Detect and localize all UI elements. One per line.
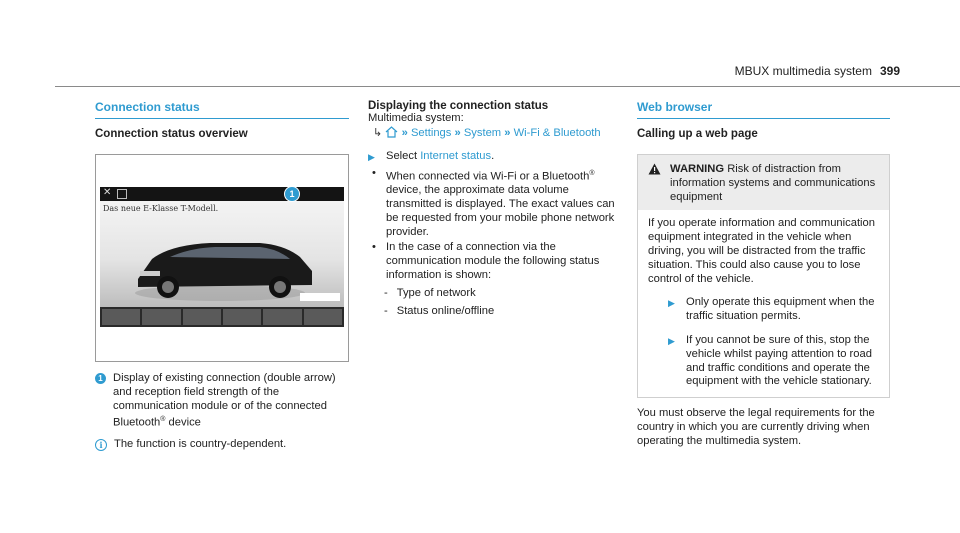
dash-item [384, 305, 620, 319]
close-icon: ✕ [103, 187, 112, 198]
legend-item-info [95, 438, 349, 453]
navigation-path [368, 126, 620, 142]
chevron-double-right-icon: » [454, 126, 461, 139]
bullet-text-after: device, the approximate data volume transmitted is displayed. The exact values can be requested from your mobile phone network provider. [386, 184, 615, 238]
warning-triangle-icon [648, 163, 662, 204]
dash-marker: - [384, 304, 388, 317]
running-head-title: MBUX multimedia system [734, 64, 872, 78]
subtitle-connection-overview: Connection status overview [95, 128, 248, 140]
registered-mark: ® [589, 169, 595, 177]
car-headline: Das neue E-Klasse T-Modell. [103, 204, 219, 213]
bullet-text: When connected via Wi-Fi or a Bluetooth [386, 170, 590, 183]
warning-label: WARNING [670, 163, 725, 175]
car-photo-background [100, 201, 344, 307]
thumbnail [304, 309, 342, 325]
legend-text: Display of existing connection (double arrow) and reception field strength of the communication module or of the connected Bluetooth [113, 372, 336, 430]
callout-number-badge: 1 [95, 373, 106, 384]
warning-text: If you operate information and communication equipment integrated in the vehicle when driving, you will be distracted from the traffic situation. This could also cause you to lose control of the vehicle. [648, 217, 875, 285]
subtitle-displaying-status: Displaying the connection status [368, 100, 549, 112]
step-arrow-icon: ▶ [368, 151, 375, 162]
section-title-web-browser: Web browser [637, 100, 890, 119]
multimedia-system-label: Multimedia system: [368, 112, 464, 124]
info-icon: i [95, 439, 107, 451]
step-arrow-icon: ▶ [668, 298, 675, 309]
thumbnail [142, 309, 180, 325]
legend-item-1 [95, 372, 349, 431]
warning-body [638, 210, 889, 397]
step-select-internet-status [368, 150, 620, 165]
warning-headline: Risk of distraction from information systems and communications equipment [670, 163, 876, 203]
section-title-connection-status: Connection status [95, 100, 349, 119]
dash-text: Type of network [396, 286, 476, 299]
thumbnail [223, 309, 261, 325]
screen-top-bar [100, 187, 344, 201]
return-arrow-icon: ↳ [373, 126, 383, 139]
dash-item [384, 287, 620, 301]
page-number: 399 [879, 64, 900, 78]
column-displaying-status [368, 100, 620, 318]
info-text: The function is country-dependent. [114, 437, 287, 450]
bullet-item [368, 167, 620, 240]
column-web-browser [637, 100, 890, 449]
path-settings[interactable]: Settings [410, 126, 452, 139]
path-system[interactable]: System [463, 126, 502, 139]
column-connection-status [95, 100, 349, 453]
warning-step [668, 334, 879, 389]
warning-step-text: If you cannot be sure of this, stop the vehicle whilst paying attention to road and traffic conditions and operate the equipment with the vehicle stationary. [686, 333, 872, 388]
dash-text: Status online/offline [396, 304, 495, 317]
warning-step [668, 296, 879, 324]
step-prefix: Select [386, 149, 421, 162]
legend-text-after: device [165, 417, 201, 430]
thumbnail [183, 309, 221, 325]
menu-icon [117, 189, 127, 199]
header-rule [55, 86, 960, 87]
running-head [735, 64, 900, 78]
bullet-dot: • [372, 241, 376, 254]
registered-mark: ® [160, 416, 166, 424]
chevron-double-right-icon: » [401, 126, 408, 139]
bullet-item [368, 241, 620, 282]
car-illustration [100, 201, 344, 307]
step-arrow-icon: ▶ [668, 335, 675, 346]
warning-header [638, 155, 889, 210]
mbux-screen-image [100, 187, 344, 327]
warning-box [637, 154, 890, 398]
chevron-double-right-icon: » [504, 126, 511, 139]
warning-step-text: Only operate this equipment when the traffic situation permits. [686, 296, 875, 323]
screenshot-figure [95, 154, 349, 362]
bullet-text: In the case of a connection via the communication module the following status information is shown: [386, 241, 600, 281]
bullet-dot: • [372, 166, 376, 179]
subtitle-calling-web-page: Calling up a web page [637, 128, 758, 140]
home-icon [385, 126, 398, 142]
alle-fahrzeuge-tag [300, 293, 340, 301]
path-wifi-bluetooth[interactable]: Wi-Fi & Bluetooth [513, 126, 601, 139]
callout-1: 1 [284, 187, 300, 202]
thumbnail [263, 309, 301, 325]
internet-status-link[interactable]: Internet status [420, 149, 492, 162]
thumbnail [102, 309, 140, 325]
step-suffix: . [491, 149, 495, 162]
dash-marker: - [384, 286, 388, 299]
thumbnail-strip [100, 307, 344, 327]
legal-requirements-text: You must observe the legal requirements for the country in which you are currently driving when operating the multimedia system. [637, 407, 875, 447]
